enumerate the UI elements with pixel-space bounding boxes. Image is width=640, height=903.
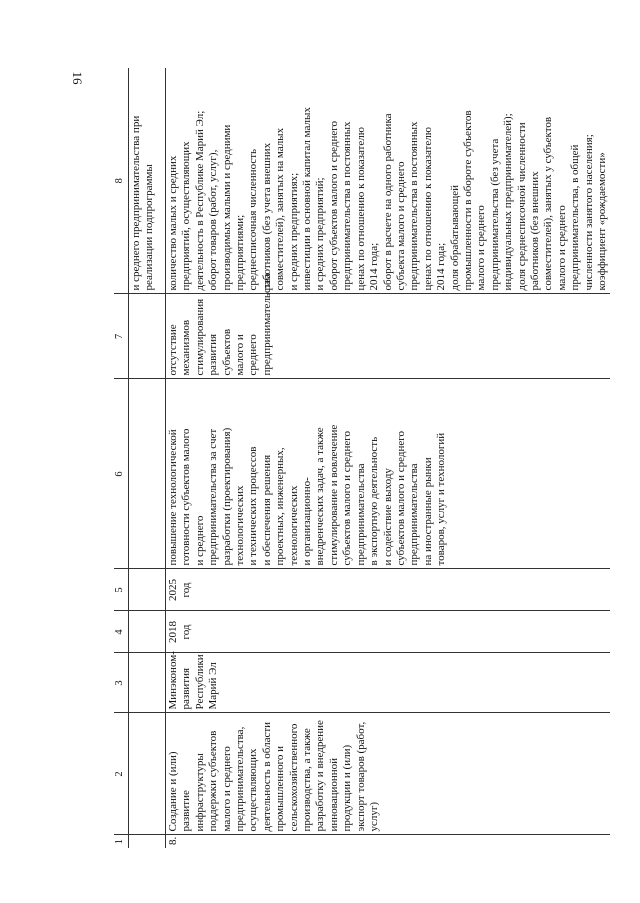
text-line: проектных, инженерных, (274, 447, 287, 566)
text-line: среднесписочная численность (247, 148, 260, 291)
text-line: развитие (180, 790, 193, 832)
text-line: Минэконом- (167, 651, 179, 710)
text-line: и средних предприятиях; (287, 172, 300, 291)
col-number-8: 8 (114, 68, 129, 294)
text-line: поддержки субъектов (207, 730, 220, 832)
continued-row (129, 68, 166, 848)
executor-cell (166, 653, 611, 713)
text-line: реализации подпрограммы (143, 164, 156, 291)
continued-indicators-cell (129, 68, 166, 294)
text-line: предприятий, осуществляющих (180, 141, 193, 291)
table-row (166, 68, 611, 848)
text-line: совместителей), занятых у субъектов (542, 116, 555, 291)
text-line: и среднего предпринимательства при (130, 115, 142, 291)
text-line: экспорт товаров (работ, (354, 721, 367, 832)
text-line: стимулирование и вовлечение (327, 424, 340, 566)
text-line: малого и среднего (234, 334, 260, 376)
text-line: количество малых и средних (167, 155, 179, 291)
text-line: работников (без внешних (528, 171, 541, 291)
text-line: ценах по отношению к показателю (354, 127, 367, 291)
text-line: на иностранные рынки (421, 457, 434, 566)
text-line: услуг) (368, 801, 381, 832)
text-line: и организационно- (301, 477, 314, 566)
text-line: стимулирования (193, 298, 206, 376)
text-line: разработку и внедрение (314, 720, 327, 832)
text-line: малого и среднего (220, 746, 233, 832)
page-number: 16 (70, 71, 85, 85)
text-line: оборот субъектов малого и среднего (327, 120, 340, 291)
expected-result-cell (166, 379, 611, 569)
text-line: субъектов малого и среднего (394, 431, 407, 566)
text-line: совместителей), занятых на малых (274, 127, 287, 291)
text-line: малого и среднего (475, 205, 488, 291)
text-line: Марий Эл (207, 662, 220, 710)
text-line: и среднего (193, 515, 206, 566)
measure-cell (166, 713, 611, 835)
text-line: оборот товаров (работ, услуг), (207, 149, 220, 291)
col-number-5: 5 (114, 569, 129, 611)
text-line: внедренческих задач, а также (314, 427, 327, 566)
col-number-1: 1 (114, 835, 129, 848)
text-line: Республики (193, 654, 206, 710)
text-line: коэффициент «рождаемости» (596, 152, 608, 291)
text-line: продукции и (или) (341, 744, 354, 832)
measures-table (114, 68, 610, 848)
text-line: предпринимательства (без учета (488, 138, 501, 291)
text-line: индивидуальных предпринимателей); (502, 113, 515, 291)
text-line: предпринимательства, (234, 726, 247, 832)
text-line: механизмов (180, 319, 193, 376)
end-year-cell: 2025 год (166, 569, 611, 611)
text-line: осуществляющих (247, 748, 260, 832)
text-line: предпринимательства в постоянных (341, 121, 354, 291)
col-number-2: 2 (114, 713, 129, 835)
text-line: промышленности в обороте субъектов (461, 110, 474, 291)
text-line: предпринимательства (260, 273, 273, 376)
text-line: предпринимательства, в общей (569, 144, 582, 291)
column-number-row (114, 68, 129, 848)
text-line: и технических процессов (247, 446, 260, 566)
row-number: 8. (167, 836, 179, 845)
text-line: в экспортную деятельность (368, 436, 381, 566)
text-line: промышленного и (274, 745, 287, 832)
col-number-6: 6 (114, 379, 129, 569)
text-line: готовности субъектов малого (180, 428, 193, 566)
col-number-3: 3 (114, 653, 129, 713)
text-line: ценах по отношению к показателю (421, 127, 434, 291)
text-line: деятельность в области (260, 721, 273, 832)
text-line: предпринимательства (354, 463, 367, 566)
start-year-cell: 2018 год (166, 611, 611, 653)
text-line: предпринимательства за счет (207, 428, 220, 566)
text-line: развития субъектов (207, 328, 233, 376)
col-number-4: 4 (114, 611, 129, 653)
text-line: отсутствие (167, 324, 179, 376)
text-line: работников (без учета внешних (260, 142, 273, 291)
text-line: субъектов малого и среднего (341, 431, 354, 566)
text-line: предпринимательства (408, 463, 421, 566)
text-line: сельскохозяйственного (287, 723, 300, 832)
text-line: субъекта малого и среднего (394, 161, 407, 291)
text-line: 2014 года; (435, 242, 448, 291)
text-line: и обеспечения решения (260, 454, 273, 566)
text-line: доля обрабатывающей (448, 184, 461, 291)
text-line: Создание и (или) (167, 751, 179, 832)
text-line: развития (180, 667, 193, 710)
text-line: инвестиции в основной капитал малых (301, 107, 314, 291)
text-line: и содействие выходу (381, 468, 394, 566)
text-line: товаров, услуг и технологий (435, 432, 448, 566)
text-line: предприятиями; (234, 214, 247, 291)
text-line: технологических (234, 485, 247, 566)
text-line: и средних предприятий; (314, 177, 327, 291)
text-line: разработки (проектирования) (220, 427, 233, 566)
text-line: инфраструктуры (193, 753, 206, 832)
col-number-7: 7 (114, 294, 129, 379)
text-line: инновационной (327, 757, 340, 832)
text-line: производимых малыми и средними (220, 124, 233, 291)
text-line: предпринимательства в постоянных (408, 121, 421, 291)
indicators-cell (166, 68, 611, 294)
text-line: численности занятого населения; (582, 134, 595, 291)
consequences-cell (166, 273, 611, 379)
text-line: оборот в расчете на одного работника (381, 113, 394, 291)
text-line: 2014 года; (368, 242, 381, 291)
text-line: технологических (287, 485, 300, 566)
text-line: производства, а также (301, 728, 314, 832)
text-line: деятельность в Республике Марий Эл; (193, 110, 206, 291)
text-line: малого и среднего (555, 205, 568, 291)
text-line: доля среднесписочной численности (515, 122, 528, 291)
text-line: повышение технологической (167, 429, 179, 566)
rotated-table-page (114, 68, 632, 848)
